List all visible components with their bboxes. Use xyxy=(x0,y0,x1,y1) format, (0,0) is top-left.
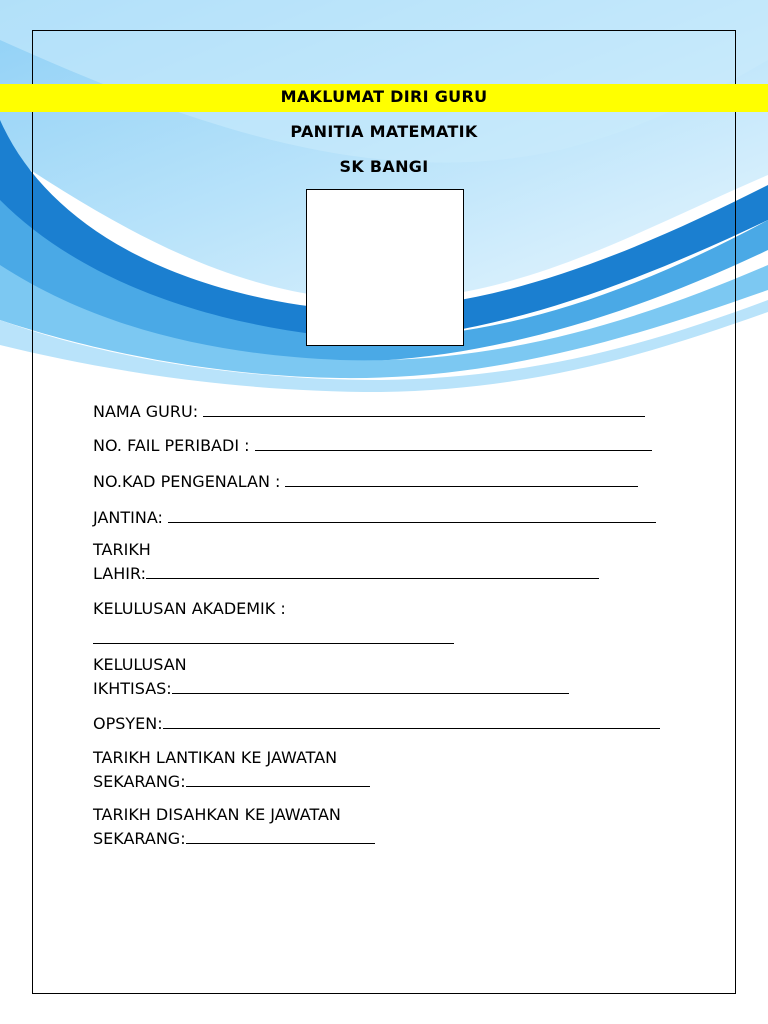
school-name: SK BANGI xyxy=(339,157,429,176)
label-lahir: LAHIR: xyxy=(93,564,146,583)
field-jantina xyxy=(93,505,656,529)
field-kelulusan-ikhtisas xyxy=(93,653,569,700)
label-tarikh-lahir: TARIKH xyxy=(93,540,151,559)
blank-line xyxy=(172,676,569,694)
blank-line xyxy=(186,769,370,787)
form-title: MAKLUMAT DIRI GURU xyxy=(280,87,488,106)
field-opsyen xyxy=(93,711,660,735)
label-ikhtisas: IKHTISAS: xyxy=(93,679,172,698)
field-kelulusan-akademik xyxy=(93,597,454,650)
blank-line xyxy=(163,711,660,729)
label-tarikh-lantikan: TARIKH LANTIKAN KE JAWATAN xyxy=(93,748,338,767)
field-nama-guru xyxy=(93,399,645,423)
field-no-fail xyxy=(93,433,652,457)
label-sekarang: SEKARANG: xyxy=(93,829,186,848)
blank-line xyxy=(168,505,656,523)
label-no-kad: NO.KAD PENGENALAN : xyxy=(93,472,286,491)
blank-line xyxy=(285,469,638,487)
label-opsyen: OPSYEN: xyxy=(93,714,163,733)
blank-line xyxy=(93,626,454,644)
field-tarikh-lahir xyxy=(93,538,599,585)
label-sekarang: SEKARANG: xyxy=(93,772,186,791)
label-kelulusan: KELULUSAN xyxy=(93,655,187,674)
label-no-fail: NO. FAIL PERIBADI : xyxy=(93,436,255,455)
blank-line xyxy=(186,826,375,844)
photo-box xyxy=(306,189,464,346)
label-nama-guru: NAMA GURU: xyxy=(93,402,204,421)
label-tarikh-disahkan: TARIKH DISAHKAN KE JAWATAN xyxy=(93,805,341,824)
blank-line xyxy=(203,399,645,417)
label-kelulusan-akademik: KELULUSAN AKADEMIK : xyxy=(93,599,286,618)
label-jantina: JANTINA: xyxy=(93,508,168,527)
field-no-kad xyxy=(93,469,638,493)
field-tarikh-lantikan xyxy=(93,746,370,793)
blank-line xyxy=(146,561,599,579)
blank-line xyxy=(255,433,652,451)
committee-name: PANITIA MATEMATIK xyxy=(290,122,478,141)
field-tarikh-disahkan xyxy=(93,803,375,850)
